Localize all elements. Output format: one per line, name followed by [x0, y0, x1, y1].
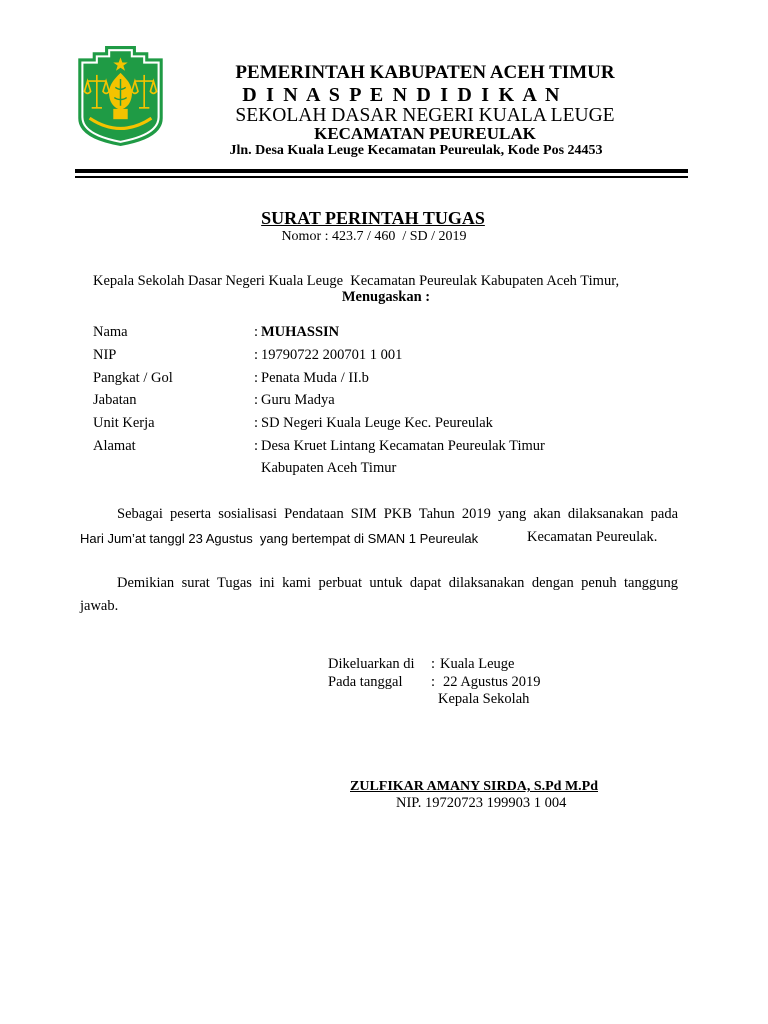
letter-instruction: Menugaskan :	[341, 289, 431, 305]
issued-place: Kuala Leuge	[440, 656, 515, 672]
issued-place-separator: :	[431, 656, 436, 672]
detail-label: Nama	[93, 324, 128, 340]
emblem-dome-base	[113, 109, 127, 119]
detail-separator: :	[254, 370, 259, 386]
letter-number: Nomor : 423.7 / 460 / SD / 2019	[281, 229, 467, 244]
issued-date-separator: :	[431, 674, 436, 690]
detail-value: 19790722 200701 1 001	[261, 347, 403, 363]
detail-separator: :	[254, 347, 259, 363]
header-divider-thin	[75, 176, 688, 178]
letter-title: SURAT PERINTAH TUGAS	[261, 208, 485, 228]
detail-value: Guru Madya	[261, 392, 335, 408]
issued-date: 22 Agustus 2019	[443, 674, 541, 690]
paragraph-1-line-1: Sebagai peserta sosialisasi Pendataan SIM PKB Tahun 2019 yang akan dilaksanakan pada	[117, 506, 678, 522]
government-name: PEMERINTAH KABUPATEN ACEH TIMUR	[235, 62, 615, 83]
signer-position: Kepala Sekolah	[438, 691, 530, 707]
signer-nip: NIP. 19720723 199903 1 004	[396, 795, 567, 811]
detail-label: Alamat	[93, 438, 136, 454]
detail-separator: :	[254, 438, 259, 454]
detail-value: Penata Muda / II.b	[261, 370, 369, 386]
letter-opening: Kepala Sekolah Dasar Negeri Kuala Leuge Kecamatan Peureulak Kabupaten Aceh Timur,	[93, 273, 620, 289]
detail-label: NIP	[93, 347, 117, 363]
detail-value-continuation: Kabupaten Aceh Timur	[261, 460, 397, 476]
detail-label: Jabatan	[93, 392, 137, 408]
detail-value: SD Negeri Kuala Leuge Kec. Peureulak	[261, 415, 493, 431]
detail-separator: :	[254, 324, 259, 340]
issued-place-label: Dikeluarkan di	[328, 656, 415, 672]
paragraph-2-line-2: jawab.	[80, 598, 119, 614]
detail-label: Unit Kerja	[93, 415, 155, 431]
detail-value: Desa Kruet Lintang Kecamatan Peureulak Timur	[261, 438, 545, 454]
signer-name: ZULFIKAR AMANY SIRDA, S.Pd M.Pd	[350, 779, 599, 794]
detail-separator: :	[254, 415, 259, 431]
paragraph-1-line-2: Hari Jum’at tanggl 23 Agustus yang bertempat di SMAN 1 Peureulak	[80, 531, 479, 546]
department-name: D I N A S P E N D I D I K A N	[242, 84, 562, 106]
subdistrict-name: KECAMATAN PEUREULAK	[314, 124, 536, 143]
detail-value: MUHASSIN	[261, 324, 340, 340]
paragraph-1-line-2-end: Kecamatan Peureulak.	[527, 529, 658, 545]
header-divider-thick	[75, 169, 688, 173]
detail-label: Pangkat / Gol	[93, 370, 173, 386]
detail-separator: :	[254, 392, 259, 408]
paragraph-2-line-1: Demikian surat Tugas ini kami perbuat untuk dapat dilaksanakan dengan penuh tanggung	[117, 575, 678, 591]
school-address: Jln. Desa Kuala Leuge Kecamatan Peureulak, Kode Pos 24453	[229, 143, 603, 158]
school-name: SEKOLAH DASAR NEGERI KUALA LEUGE	[235, 105, 615, 126]
issued-date-label: Pada tanggal	[328, 674, 403, 690]
